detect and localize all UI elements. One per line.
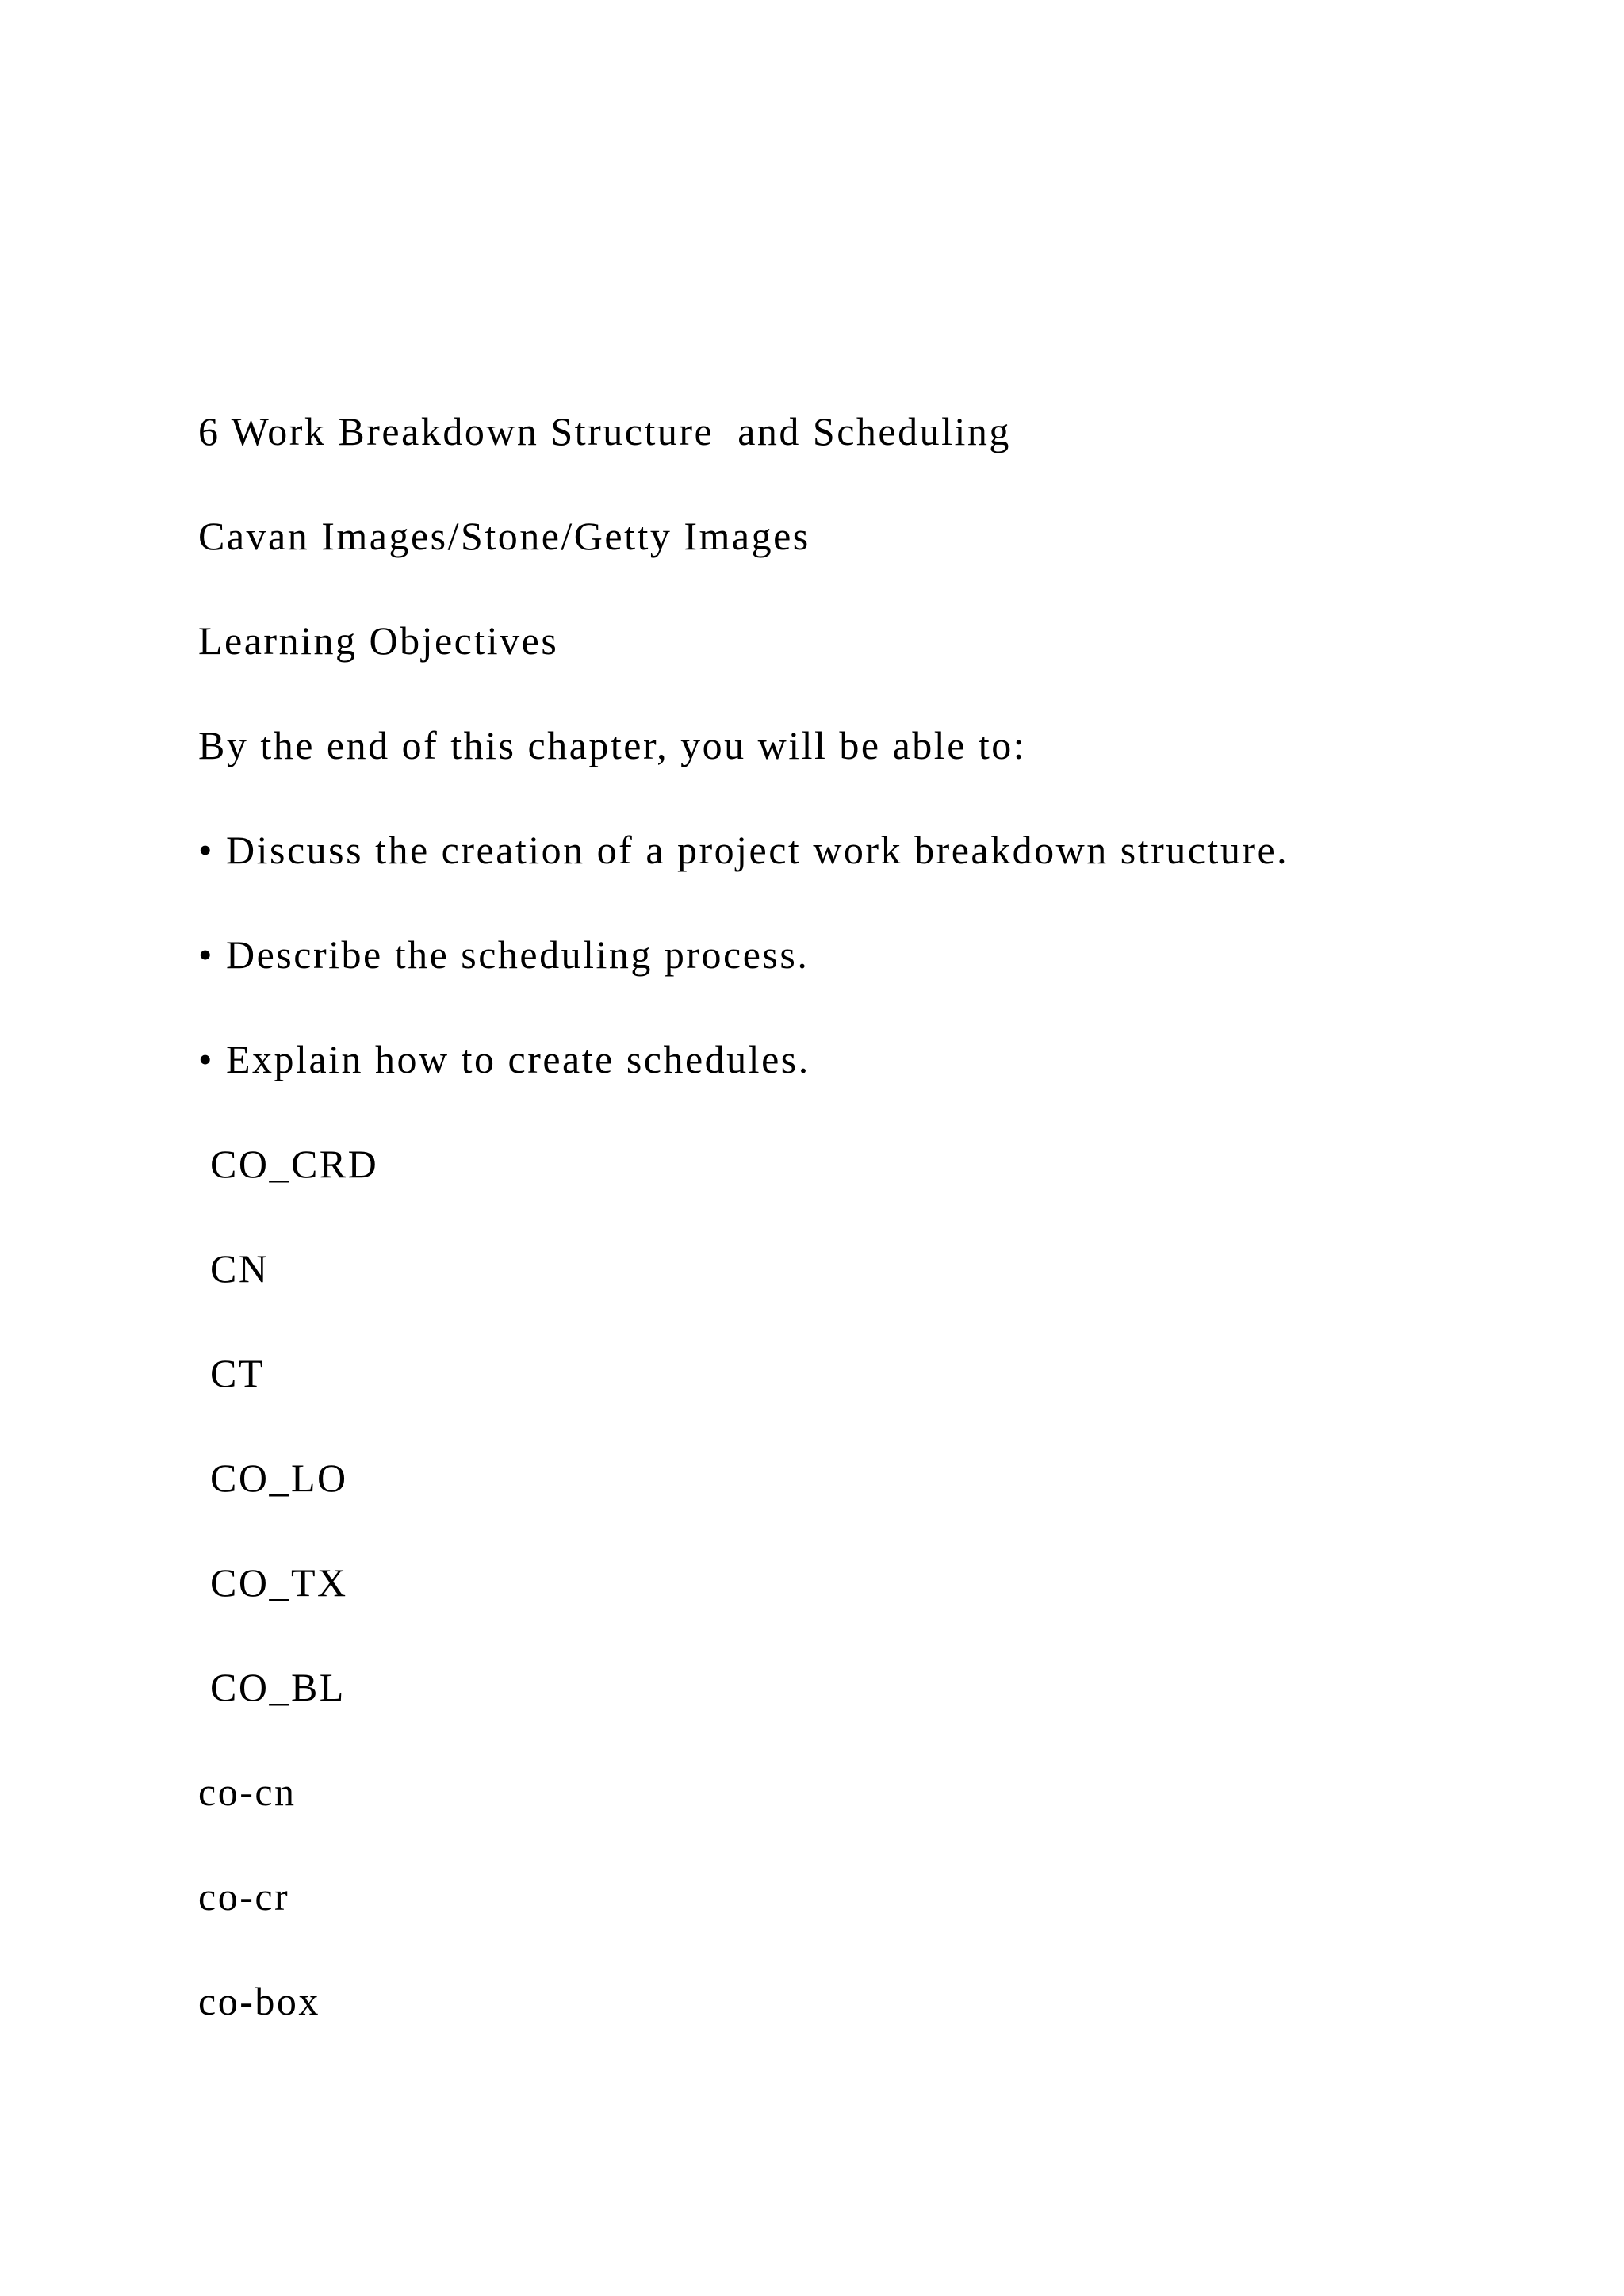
section-heading: Learning Objectives	[198, 618, 559, 663]
objective-item: • Explain how to create schedules.	[198, 1037, 810, 1081]
code-line: co-cr	[198, 1874, 290, 1919]
code-line: CO_LO	[198, 1456, 348, 1500]
intro-text: By the end of this chapter, you will be able to:	[198, 723, 1027, 767]
code-line: CT	[198, 1351, 265, 1395]
objective-item: • Discuss the creation of a project work breakdown structure.	[198, 828, 1289, 872]
code-line: CO_TX	[198, 1560, 348, 1605]
code-line: co-cn	[198, 1770, 297, 1814]
code-line: co-box	[198, 1979, 320, 2023]
chapter-title: 6 Work Breakdown Structure and Scheduling	[198, 409, 1011, 453]
code-line: CO_BL	[198, 1665, 346, 1709]
image-credit: Cavan Images/Stone/Getty Images	[198, 514, 810, 558]
code-line: CN	[198, 1246, 270, 1291]
objective-item: • Describe the scheduling process.	[198, 932, 810, 977]
code-line: CO_CRD	[198, 1142, 379, 1186]
